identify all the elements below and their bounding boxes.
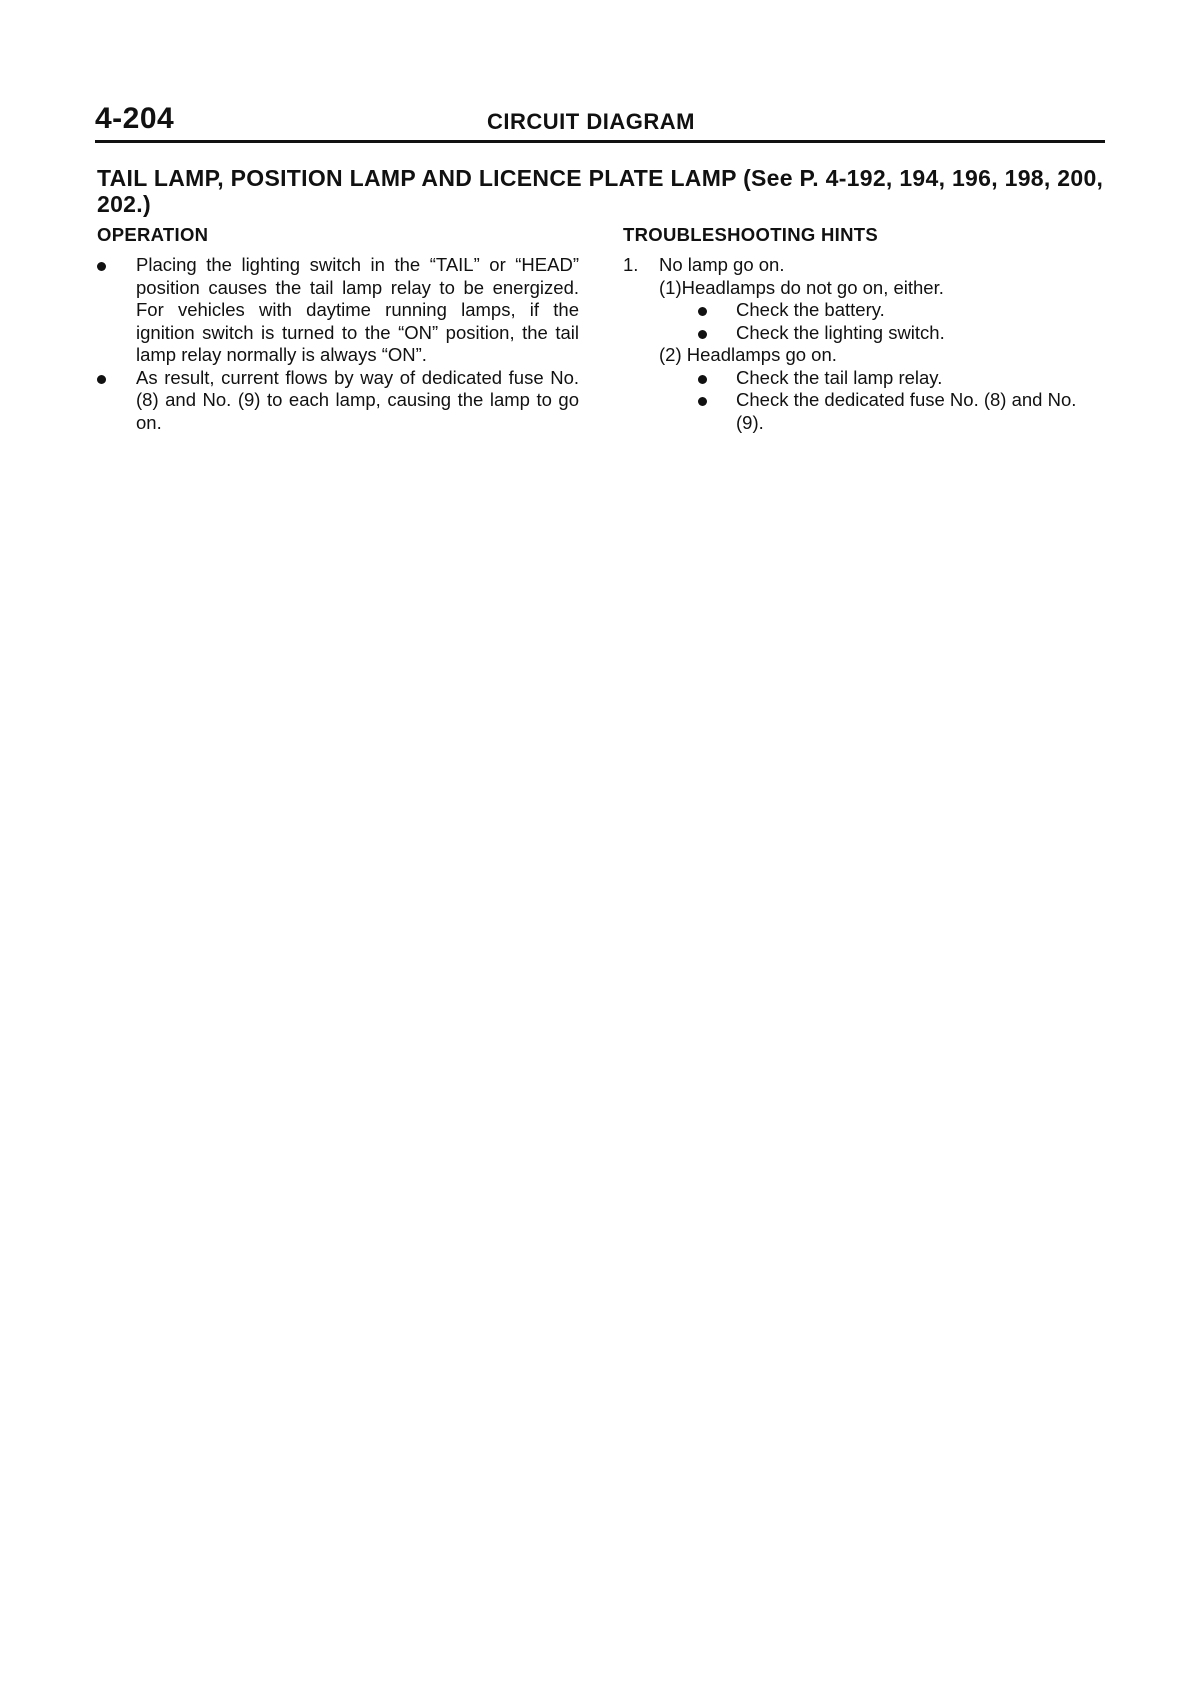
bullet-icon [97,262,106,271]
hint-check [623,367,1103,390]
topic-title: TAIL LAMP, POSITION LAMP AND LICENCE PLATE LAMP (See P. 4-192, 194, 196, 198, 200, 202.) [97,165,1104,217]
bullet-icon [698,375,707,384]
bullet-icon [698,397,707,406]
hint-check [623,322,1103,345]
hint-check-text: Check the tail lamp relay. [736,366,943,388]
list-item [97,254,579,367]
troubleshooting-column [623,224,1103,434]
page-number: 4-204 [95,102,175,135]
hint-check [623,389,1103,434]
hint-check-text: Check the lighting switch. [736,321,945,343]
hint-case-1 [623,277,1103,300]
operation-heading: OPERATION [97,224,209,245]
hint-item-1 [623,254,1103,277]
list-item [97,367,579,435]
operation-item-text: Placing the lighting switch in the “TAIL” or “HEAD” position causes the tail lamp relay to be energized. For vehicles with daytime running lamps, if the ignition switch is turned to the “ON” position, the tail lamp relay normally is always “ON”. [136,254,579,365]
operation-column [97,224,579,434]
bullet-icon [698,330,707,339]
hint-text: No lamp go on. [659,254,785,275]
header-rule [95,140,1105,143]
hint-check-text: Check the battery. [736,299,885,320]
bullet-icon [97,375,106,384]
hint-case-2 [623,344,1103,367]
operation-item-text: As result, current flows by way of dedicated fuse No. (8) and No. (9) to each lamp, causing the lamp to go on. [136,366,579,433]
hint-case-text: (2) Headlamps go on. [659,344,837,365]
section-title: CIRCUIT DIAGRAM [487,109,695,134]
troubleshooting-heading: TROUBLESHOOTING HINTS [623,224,879,245]
hint-check [623,299,1103,322]
hint-number: 1. [623,254,639,275]
bullet-icon [698,307,707,316]
hint-case-text: (1)Headlamps do not go on, either. [659,276,944,298]
hint-check-text: Check the dedicated fuse No. (8) and No. (9). [736,389,1077,433]
operation-list [97,254,579,434]
